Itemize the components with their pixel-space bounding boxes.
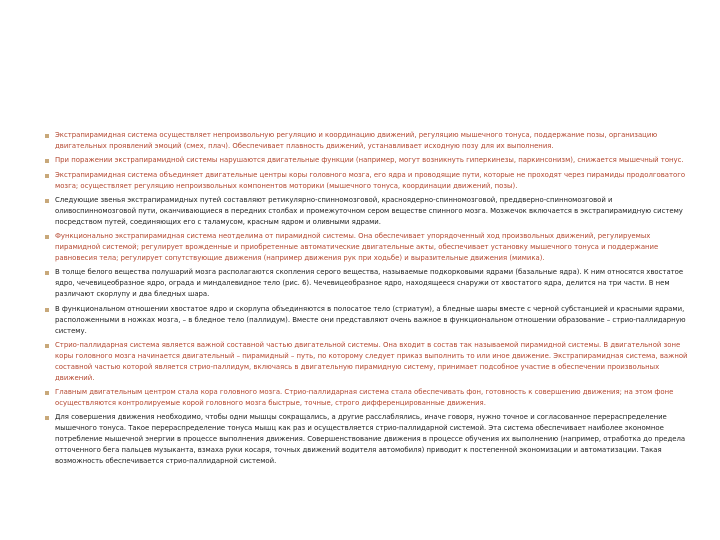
bullet-marker-icon bbox=[45, 174, 49, 178]
paragraph-text: Стрио-паллидарная система является важной составной частью двигательной системы. Она входит в состав так называемой пирамидной системы. В двигательной зоне коры головного мозга начинается двигательный – пирамидный – путь, по которому следует приказ выполнить то или иное движение. Экстрапирамидная система, важной составной частью которой является стрио-паллидум, включаясь в двигательную пирамидную систему, принимает подсобное участие в обеспечении произвольных движений. bbox=[55, 340, 688, 382]
bullet-marker-icon bbox=[45, 199, 49, 203]
bullet-marker-icon bbox=[45, 159, 49, 163]
list-item bbox=[45, 231, 695, 264]
list-item bbox=[45, 155, 695, 166]
paragraph-text: Следующие звенья экстрапирамидных путей составляют ретикулярно-спинномозговой, красноядерно-спинномозговой, преддверно-спинномозговой и оливоспинномозговой пути, оканчивающиеся в передних столбах и промежуточном сером веществе спинного мозга. Мозжечок включается в экстрапирамидную систему посредством путей, соединяющих его с таламусом, красным ядром и оливными ядрами. bbox=[55, 196, 683, 226]
list-item bbox=[45, 340, 695, 384]
paragraph-text: В толще белого вещества полушарий мозга располагаются скопления серого вещества, называемые подкорковыми ядрами (базальные ядра). К ним относятся хвостатое ядро, чечевицеобразное ядро, ограда и миндалевидное тело (рис. 6). Чечевицеобразное ядро, находящееся снаружи от хвостатого ядра, делится на три части. В нем различают скорлупу и два бледных шара. bbox=[55, 268, 684, 299]
bullet-marker-icon bbox=[45, 416, 49, 420]
paragraph-text: Экстрапирамидная система объединяет двигательные центры коры головного мозга, его ядра и проводящие пути, которые не проходят через пирамиды продолговатого мозга; осуществляет регуляцию непроизвольных компонентов моторики (мышечного тонуса, координации движений, позы). bbox=[55, 170, 686, 190]
list-item bbox=[45, 304, 695, 337]
paragraph-text: Главным двигательным центром стала кора головного мозга. Стрио-паллидарная система стала обеспечивать фон, готовность к совершению движения; на этом фоне осуществляются контролируемые корой головного мозга быстрые, точные, строго дифференцированные движения. bbox=[55, 388, 674, 407]
bullet-marker-icon bbox=[45, 134, 49, 138]
list-item bbox=[45, 267, 695, 300]
paragraph-text: Для совершения движения необходимо, чтобы одни мышцы сокращались, а другие расслаблялись, иначе говоря, нужно точное и согласованное перераспределение мышечного тонуса. Такое перераспределение тонуса мышц как раз и осуществляется стрио-паллидарной системой. Эта система обеспечивает наиболее экономное потребление мышечной энергии в процессе выполнения движения. Совершенствование движения в процессе обучения их выполнению (например, отработка до предела отточенного бега пальцев музыканта, взмаха руки косаря, точных движений водителя автомобиля) приводит к постепенной экономизации и автоматизации. Такая возможность обеспечивается стрио-паллидарной системой. bbox=[55, 413, 686, 465]
bullet-marker-icon bbox=[45, 271, 49, 275]
bullet-list bbox=[45, 130, 695, 470]
bullet-marker-icon bbox=[45, 391, 49, 395]
list-item bbox=[45, 412, 695, 467]
list-item bbox=[45, 170, 695, 192]
list-item bbox=[45, 195, 695, 228]
paragraph-text: Экстрапирамидная система осуществляет непроизвольную регуляцию и координацию движений, регуляцию мышечного тонуса, поддержание позы, организацию двигательных проявлений эмоций (смех, плач). Обеспечивает плавность движений, устанавливает исходную позу для их выполнения. bbox=[55, 131, 658, 150]
list-item bbox=[45, 130, 695, 152]
bullet-marker-icon bbox=[45, 344, 49, 348]
bullet-marker-icon bbox=[45, 308, 49, 312]
list-item bbox=[45, 387, 695, 409]
paragraph-text: В функциональном отношении хвостатое ядро и скорлупа объединяются в полосатое тело (стриатум), а бледные шары вместе с черной субстанцией и красными ядрами, расположенными в ножках мозга, – в бледное тело (паллидум). Вместе они представляют очень важное в функциональном отношении образование – стрио-паллидарную систему. bbox=[55, 304, 686, 335]
paragraph-text: При поражении экстрапирамидной системы нарушаются двигательные функции (например, могут возникнуть гиперкинезы, паркинсонизм), снижается мышечный тонус. bbox=[55, 156, 684, 165]
bullet-marker-icon bbox=[45, 235, 49, 239]
paragraph-text: Функционально экстрапирамидная система неотделима от пирамидной системы. Она обеспечивает упорядоченный ход произвольных движений, регулируемых пирамидной системой; регулирует врожденные и приобретенные автоматические двигательные акты, обеспечивает установку мышечного тонуса и поддержание равновесия тела; регулирует сопутствующие движения (например движения рук при ходьбе) и выразительные движения (мимика). bbox=[55, 232, 659, 263]
